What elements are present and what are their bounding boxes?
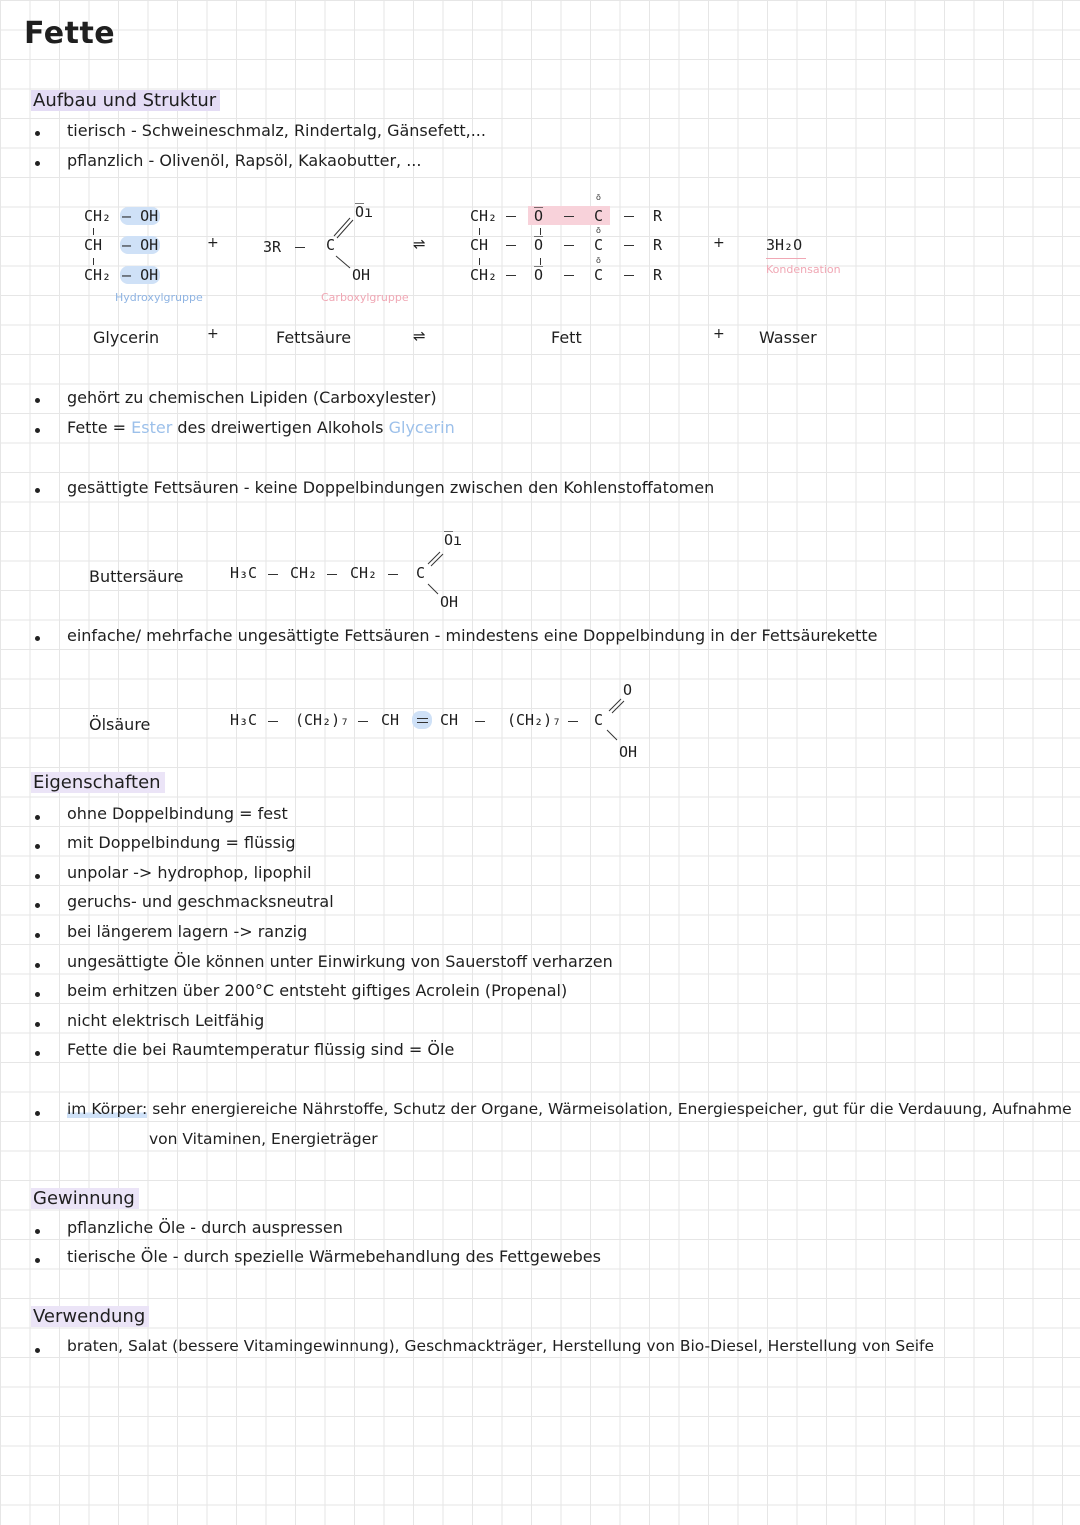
eigenschaft-item: ohne Doppelbindung = fest [67, 804, 288, 823]
three-r: 3R [263, 238, 282, 256]
carboxyl-oh: OH [352, 266, 371, 284]
bullet-fette-ester: Fette = Ester des dreiwertigen Alkohols Glycerin [67, 418, 455, 437]
oel-o: O [623, 681, 633, 699]
underline [766, 258, 806, 259]
ester-c-3: C [594, 266, 604, 284]
fett-ch2-bottom: CH₂ [470, 266, 498, 284]
oel-bonds [597, 694, 631, 746]
page-title: Fette [24, 16, 116, 51]
bond [506, 216, 516, 217]
bullet-unsaturated: einfache/ mehrfache ungesättigte Fettsäuren - mindestens eine Doppelbindung in der Fettsäurekette [67, 626, 878, 645]
ester-o-3: O̅ [534, 266, 544, 284]
gewinnung-item: pflanzliche Öle - durch auspressen [67, 1218, 343, 1237]
bond [268, 574, 278, 575]
bond [479, 228, 480, 235]
bond [93, 228, 94, 235]
fett-ch2-top: CH₂ [470, 207, 498, 225]
bullet-dot [35, 992, 40, 997]
carboxyl-o: O̅ı [355, 203, 374, 221]
bond [624, 216, 634, 217]
eigenschaft-item: bei längerem lagern -> ranzig [67, 922, 308, 941]
word-fettsaeure: Fettsäure [276, 328, 352, 347]
heading-eigenschaften: Eigenschaften [31, 772, 165, 793]
carbonyl-o-mark: ō [596, 226, 601, 235]
bond [506, 245, 516, 246]
eigenschaft-item: geruchs- und geschmacksneutral [67, 892, 334, 911]
bullet-dot [35, 963, 40, 968]
bond [295, 247, 305, 248]
oel-ch-1: CH [381, 711, 400, 729]
bullet-dot [35, 844, 40, 849]
bond [358, 721, 368, 722]
hydroxyl-2: – OH [122, 236, 159, 254]
glycerin-ch: CH [84, 236, 103, 254]
word-fett: Fett [551, 328, 582, 347]
bond [479, 258, 480, 265]
double-bond-highlight [412, 711, 432, 729]
bullet-dot [35, 398, 40, 403]
oel-c: C [594, 711, 604, 729]
bullet-dot [35, 933, 40, 938]
bullet-dot [35, 1258, 40, 1263]
bullet-dot [35, 815, 40, 820]
oel-ch2n-2: (CH₂)₇ [507, 711, 562, 729]
bond [564, 275, 574, 276]
butter-ch2-1: CH₂ [290, 564, 318, 582]
bullet-dot [35, 1111, 40, 1116]
bullet-pflanzlich: pflanzlich - Olivenöl, Rapsöl, Kakaobutter, ... [67, 151, 422, 170]
eigenschaft-item: unpolar -> hydrophop, lipophil [67, 863, 312, 882]
bullet-dot [35, 488, 40, 493]
bond [564, 216, 574, 217]
r-group-2: R [653, 236, 663, 254]
carbonyl-o-mark: ō [596, 193, 601, 202]
bond [624, 245, 634, 246]
r-group-3: R [653, 266, 663, 284]
word-plus-2: + [713, 326, 725, 342]
bullet-dot [35, 903, 40, 908]
eigenschaft-item: ungesättigte Öle können unter Einwirkung von Sauerstoff verharzen [67, 952, 613, 971]
hydroxyl-1: – OH [122, 207, 159, 225]
bullet-dot [35, 636, 40, 641]
bullet-dot [35, 131, 40, 136]
oelsaeure-label: Ölsäure [89, 715, 151, 734]
bond [564, 245, 574, 246]
r-group-1: R [653, 207, 663, 225]
bond [506, 275, 516, 276]
word-plus-1: + [207, 326, 219, 342]
bullet-dot [35, 1022, 40, 1027]
gewinnung-item: tierische Öle - durch spezielle Wärmebehandlung des Fettgewebes [67, 1247, 601, 1266]
glycerin-ch2-bottom: CH₂ [84, 266, 112, 284]
carboxyl-bonds [328, 212, 358, 272]
bullet-dot [35, 428, 40, 433]
bond [624, 275, 634, 276]
bond [388, 574, 398, 575]
double-bond [417, 718, 428, 719]
bullet-dot [35, 1348, 40, 1353]
bullet-dot [35, 161, 40, 166]
bullet-lipide: gehört zu chemischen Lipiden (Carboxylester) [67, 388, 437, 407]
plus-1: + [207, 235, 219, 251]
oel-ch2n-1: (CH₂)₇ [295, 711, 350, 729]
heading-gewinnung: Gewinnung [31, 1188, 139, 1209]
ester-o-1: O̅ [534, 207, 544, 225]
heading-aufbau: Aufbau und Struktur [31, 90, 220, 111]
bond [568, 721, 578, 722]
oel-oh: OH [619, 743, 638, 761]
verwendung-item: braten, Salat (bessere Vitamingewinnung), Geschmackträger, Herstellung von Bio-Diesel, Herstellung von Seife [67, 1337, 935, 1355]
bond [327, 574, 337, 575]
carboxyl-c: C [326, 236, 336, 254]
eigenschaft-item: nicht elektrisch Leitfähig [67, 1011, 265, 1030]
carbonyl-o-mark: ō [596, 256, 601, 265]
heading-verwendung: Verwendung [31, 1306, 149, 1327]
bond [540, 228, 541, 235]
buttersaeure-label: Buttersäure [89, 567, 184, 586]
oel-h3c: H₃C [230, 711, 258, 729]
ester-c-1: C [594, 207, 604, 225]
butter-oh: OH [440, 593, 459, 611]
carboxyl-label: Carboxylgruppe [321, 291, 409, 304]
bond [268, 721, 278, 722]
hydroxyl-label: Hydroxylgruppe [115, 291, 203, 304]
glycerin-ch2-top: CH₂ [84, 207, 112, 225]
plus-2: + [713, 235, 725, 251]
koerper-line-1: im Körper: sehr energiereiche Nährstoffe, Schutz der Organe, Wärmeisolation, Energiespeicher, gut für die Verdauung, Aufnahme [67, 1100, 1072, 1118]
ester-o-2: O̅ [534, 236, 544, 254]
bond [93, 258, 94, 265]
fett-ch: CH [470, 236, 489, 254]
bond [475, 721, 485, 722]
eigenschaft-item: beim erhitzen über 200°C entsteht giftiges Acrolein (Propenal) [67, 981, 568, 1000]
bullet-dot [35, 1229, 40, 1234]
word-equilibrium: ⇌ [413, 327, 426, 345]
word-wasser: Wasser [759, 328, 817, 347]
equilibrium-arrow: ⇌ [413, 235, 426, 253]
koerper-line-2: von Vitaminen, Energieträger [149, 1130, 378, 1148]
water-formula: 3H₂O [766, 236, 803, 254]
double-bond [417, 722, 428, 723]
butter-bonds [418, 548, 448, 598]
butter-o: O̅ı [444, 531, 463, 549]
bullet-dot [35, 874, 40, 879]
butter-h3c: H₃C [230, 564, 258, 582]
oel-ch-2: CH [440, 711, 459, 729]
bullet-dot [35, 1051, 40, 1056]
bullet-saturated: gesättigte Fettsäuren - keine Doppelbindungen zwischen den Kohlenstoffatomen [67, 478, 715, 497]
butter-ch2-2: CH₂ [350, 564, 378, 582]
bond [540, 258, 541, 265]
eigenschaft-item: mit Doppelbindung = flüssig [67, 833, 296, 852]
bullet-tierisch: tierisch - Schweineschmalz, Rindertalg, Gänsefett,... [67, 121, 486, 140]
hydroxyl-3: – OH [122, 266, 159, 284]
ester-c-2: C [594, 236, 604, 254]
kondensation-label: Kondensation [766, 263, 841, 276]
eigenschaft-item: Fette die bei Raumtemperatur flüssig sind = Öle [67, 1040, 455, 1059]
butter-c: C [416, 564, 426, 582]
word-glycerin: Glycerin [93, 328, 160, 347]
